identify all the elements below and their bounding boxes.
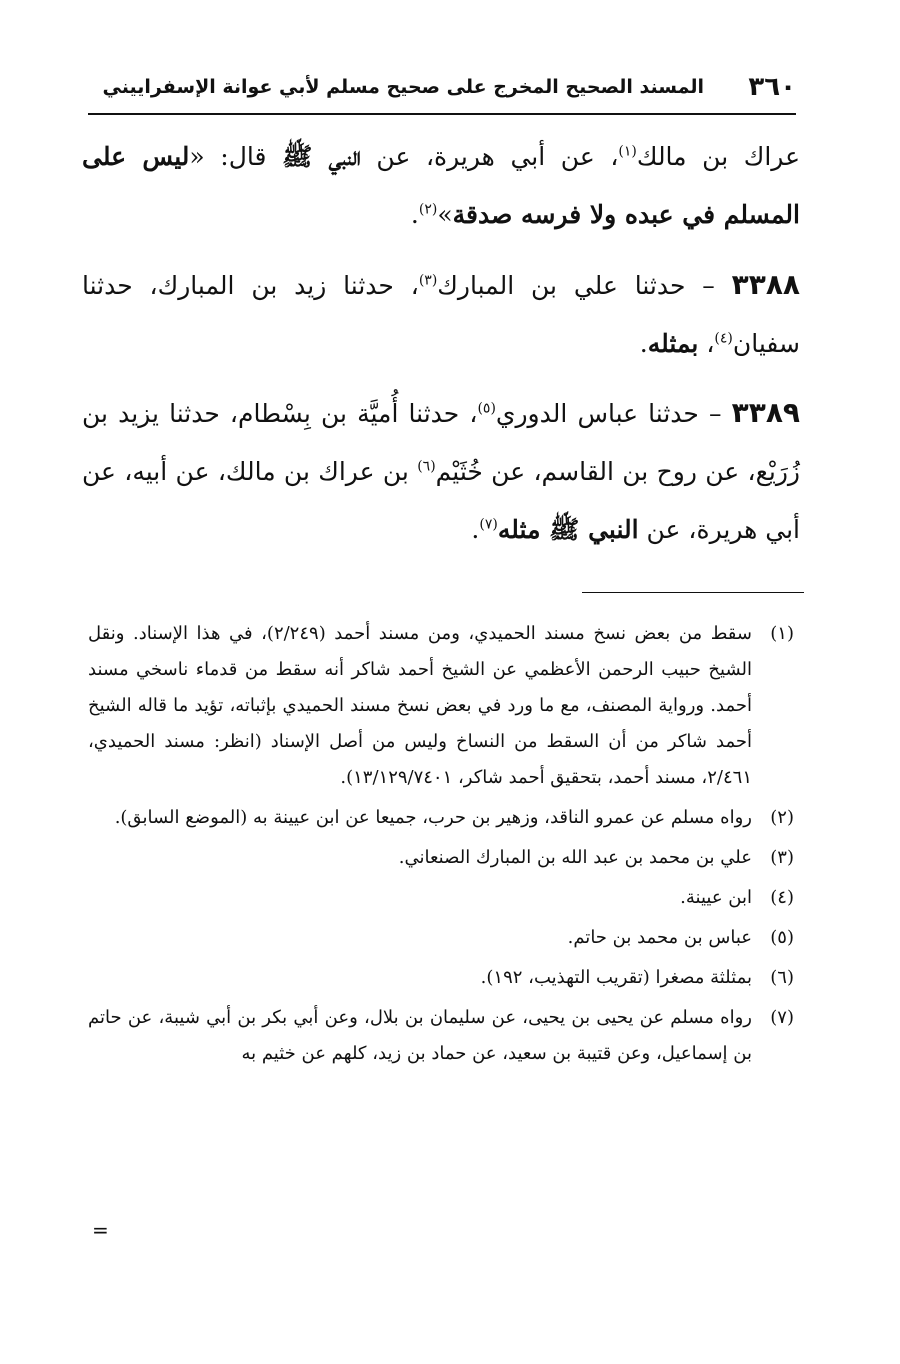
footnote-text: سقط من بعض نسخ مسند الحميدي، ومن مسند أحمد (٢/٢٤٩)، في هذا الإسناد. ونقل الشيخ حبيب الرحمن الأعظمي عن الشيخ أحمد شاكر أنه سقط من قدماء ناسخي مسند أحمد. ورواية المصنف، مع ما ورد في بعض نسخ مسند الحميدي بإثباته، تؤيد ما قاله الشيخ أحمد شاكر من أن السقط من النساخ وليس من أصل الإسناد (انظر: مسند الحميدي، ٢/٤٦١، مسند أحمد، بتحقيق أحمد شاكر، ١٣/١٢٩/٧٤٠١).: [88, 623, 752, 788]
footnote-ref[interactable]: (٧): [479, 516, 498, 533]
header-rule: [88, 113, 796, 115]
footnote: [88, 840, 794, 876]
footnote-text: رواه مسلم عن يحيى بن يحيى، عن سليمان بن بلال، وعن أبي بكر بن أبي شيبة، عن حاتم بن إسماعيل، وعن قتيبة بن سعيد، عن حماد بن زيد، كلهم عن خثيم به: [88, 1007, 752, 1064]
bold-text: بمثله: [647, 329, 699, 358]
footnote-mark: (٥): [770, 927, 794, 948]
footnote-ref[interactable]: (٤): [714, 330, 733, 347]
bold-text: النبي ﷺ: [282, 142, 361, 171]
footnote-text: ابن عيينة.: [680, 887, 752, 908]
text-run: .: [471, 515, 480, 544]
text-run: »: [437, 200, 453, 229]
paragraph: [82, 256, 800, 373]
footnote-ref[interactable]: (٦): [417, 458, 436, 475]
footnote-mark: (١): [770, 623, 794, 644]
book-title: المسند الصحيح المخرج على صحيح مسلم لأبي عوانة الإسفراييني: [102, 76, 704, 98]
text-run: بن عراك بن مالك، عن أبيه، عن أبي هريرة، عن: [82, 457, 800, 544]
text-run: ،: [698, 329, 715, 358]
page-number: ٣٦٠: [748, 72, 796, 102]
footnote-mark: (٧): [770, 1007, 794, 1028]
continuation-mark: =: [92, 1218, 109, 1242]
footnote-text: بمثلثة مصغرا (تقريب التهذيب، ١٩٢).: [480, 967, 752, 988]
footnote-mark: (٣): [770, 847, 794, 868]
text-run: عراك بن مالك: [636, 142, 801, 171]
footnote-ref[interactable]: (٥): [477, 400, 496, 417]
text-run: ، عن أبي هريرة، عن: [360, 142, 619, 171]
text-run: ، حدثنا أُميَّة بن بِسْطام، حدثنا يزيد بن زُرَيْع، عن روح بن القاسم، عن خُثَيْم: [82, 399, 800, 486]
footnote-ref[interactable]: (١): [618, 143, 637, 160]
paragraph: [82, 384, 800, 559]
text-run: – حدثنا علي بن المبارك: [437, 271, 732, 300]
text-run: قال: «: [189, 142, 283, 171]
text-run: – حدثنا عباس الدوري: [495, 399, 732, 428]
footnote: [88, 800, 794, 836]
hadith-3389: [82, 384, 800, 559]
footnote-separator: [582, 592, 804, 593]
footnote-mark: (٦): [770, 967, 794, 988]
footnote: [88, 920, 794, 956]
page-header: [88, 68, 796, 112]
hadith-3388: [82, 256, 800, 373]
footnotes: [88, 616, 794, 1076]
hadith-continuation: [82, 128, 800, 244]
footnote-text: عباس بن محمد بن حاتم.: [567, 927, 752, 948]
hadith-number: ٣٣٨٩: [731, 396, 800, 429]
footnote-text: رواه مسلم عن عمرو الناقد، وزهير بن حرب، جميعا عن ابن عيينة به (الموضع السابق).: [114, 807, 752, 828]
hadith-matn: ليس على المسلم في عبده ولا فرسه صدقة: [82, 142, 800, 229]
footnote: [88, 616, 794, 796]
text-run: ، حدثنا زيد بن المبارك، حدثنا سفيان: [82, 271, 800, 358]
footnote: [88, 880, 794, 916]
footnote: [88, 960, 794, 996]
hadith-number: ٣٣٨٨: [731, 268, 800, 301]
text-run: .: [639, 329, 648, 358]
footnote-mark: (٢): [770, 807, 794, 828]
footnote-mark: (٤): [770, 887, 794, 908]
paragraph: [82, 128, 800, 244]
footnote: [88, 1000, 794, 1072]
bold-text: النبي ﷺ مثله: [497, 515, 639, 544]
footnote-text: علي بن محمد بن عبد الله بن المبارك الصنعاني.: [398, 847, 752, 868]
footnote-ref[interactable]: (٣): [418, 272, 438, 289]
text-run: .: [410, 200, 419, 229]
footnote-ref[interactable]: (٢): [418, 201, 438, 218]
